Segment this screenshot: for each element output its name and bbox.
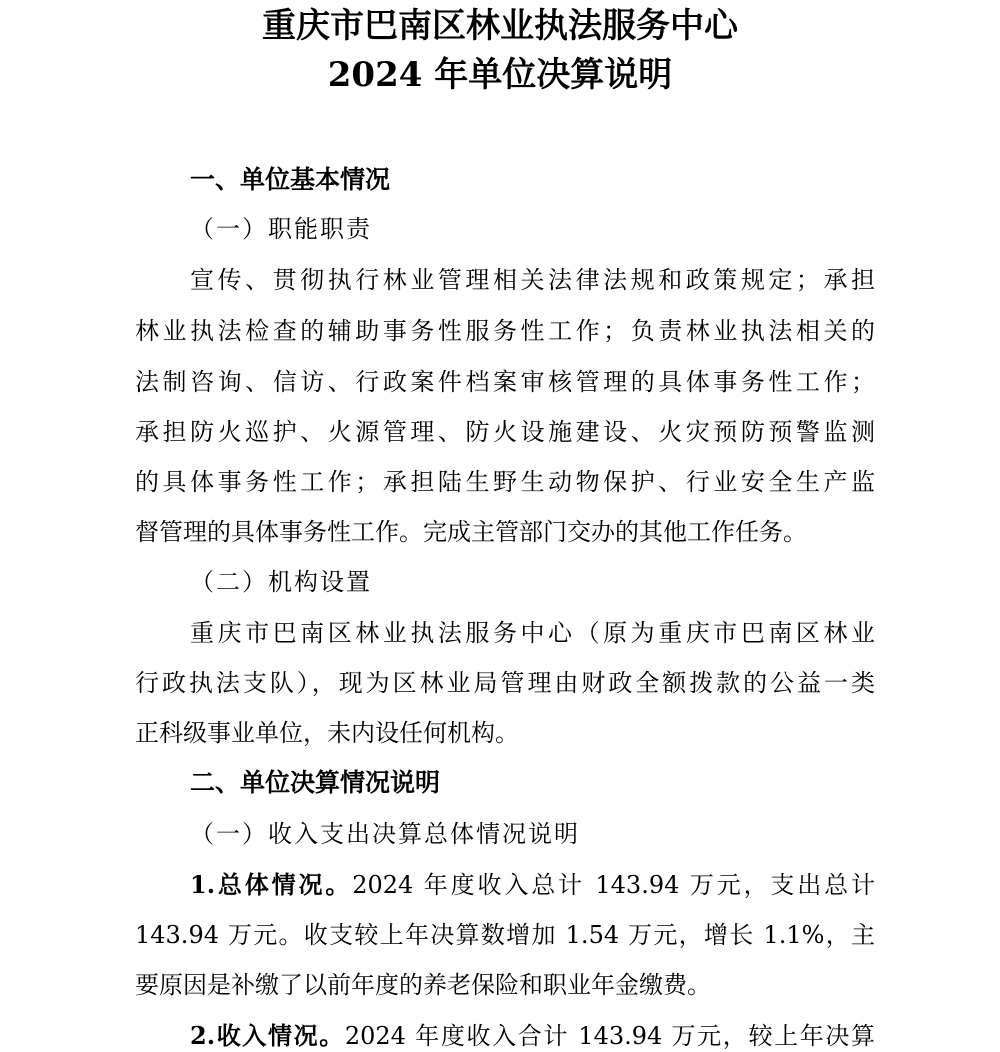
document-title-line2: 2024 年单位决算说明 — [327, 55, 673, 95]
functions-line: 宣传、贯彻执行林业管理相关法律法规和政策规定；承担 — [190, 266, 875, 294]
overall-text: 2024 年度收入总计 143.94 万元，支出总计 — [352, 871, 875, 899]
organization-line: 重庆市巴南区林业执法服务中心（原为重庆市巴南区林业 — [190, 619, 875, 647]
overall-paragraph-line — [190, 869, 875, 901]
functions-line: 承担防火巡护、火源管理、防火设施建设、火灾预防预警监测 — [135, 418, 875, 446]
overall-label: 1.总体情况。 — [190, 870, 353, 899]
organization-line: 正科级事业单位，未内设任何机构。 — [135, 719, 519, 747]
document-title-line1: 重庆市巴南区林业执法服务中心 — [262, 6, 738, 46]
subsection-heading-income-expense: （一）收入支出决算总体情况说明 — [190, 820, 580, 848]
section-heading-basic-info: 一、单位基本情况 — [190, 165, 391, 194]
subsection-heading-organization: （二）机构设置 — [190, 568, 372, 596]
section-heading-final-accounts: 二、单位决算情况说明 — [190, 768, 441, 797]
subsection-heading-functions: （一）职能职责 — [190, 215, 372, 243]
organization-line: 行政执法支队），现为区林业局管理由财政全额拨款的公益一类 — [135, 669, 875, 697]
functions-line: 法制咨询、信访、行政案件档案审核管理的具体事务性工作； — [135, 368, 875, 396]
functions-line: 督管理的具体事务性工作。完成主管部门交办的其他工作任务。 — [135, 518, 807, 546]
overall-paragraph-line: 要原因是补缴了以前年度的养老保险和职业年金缴费。 — [135, 971, 711, 999]
overall-paragraph-line: 143.94 万元。收支较上年决算数增加 1.54 万元，增长 1.1%，主 — [135, 921, 875, 949]
income-paragraph-line — [190, 1020, 875, 1052]
functions-line: 林业执法检查的辅助事务性服务性工作；负责林业执法相关的 — [135, 317, 875, 345]
functions-line: 的具体事务性工作；承担陆生野生动物保护、行业安全生产监 — [135, 468, 875, 496]
income-label: 2.收入情况。 — [190, 1021, 345, 1050]
income-text: 2024 年度收入合计 143.94 万元，较上年决算 — [344, 1022, 875, 1050]
